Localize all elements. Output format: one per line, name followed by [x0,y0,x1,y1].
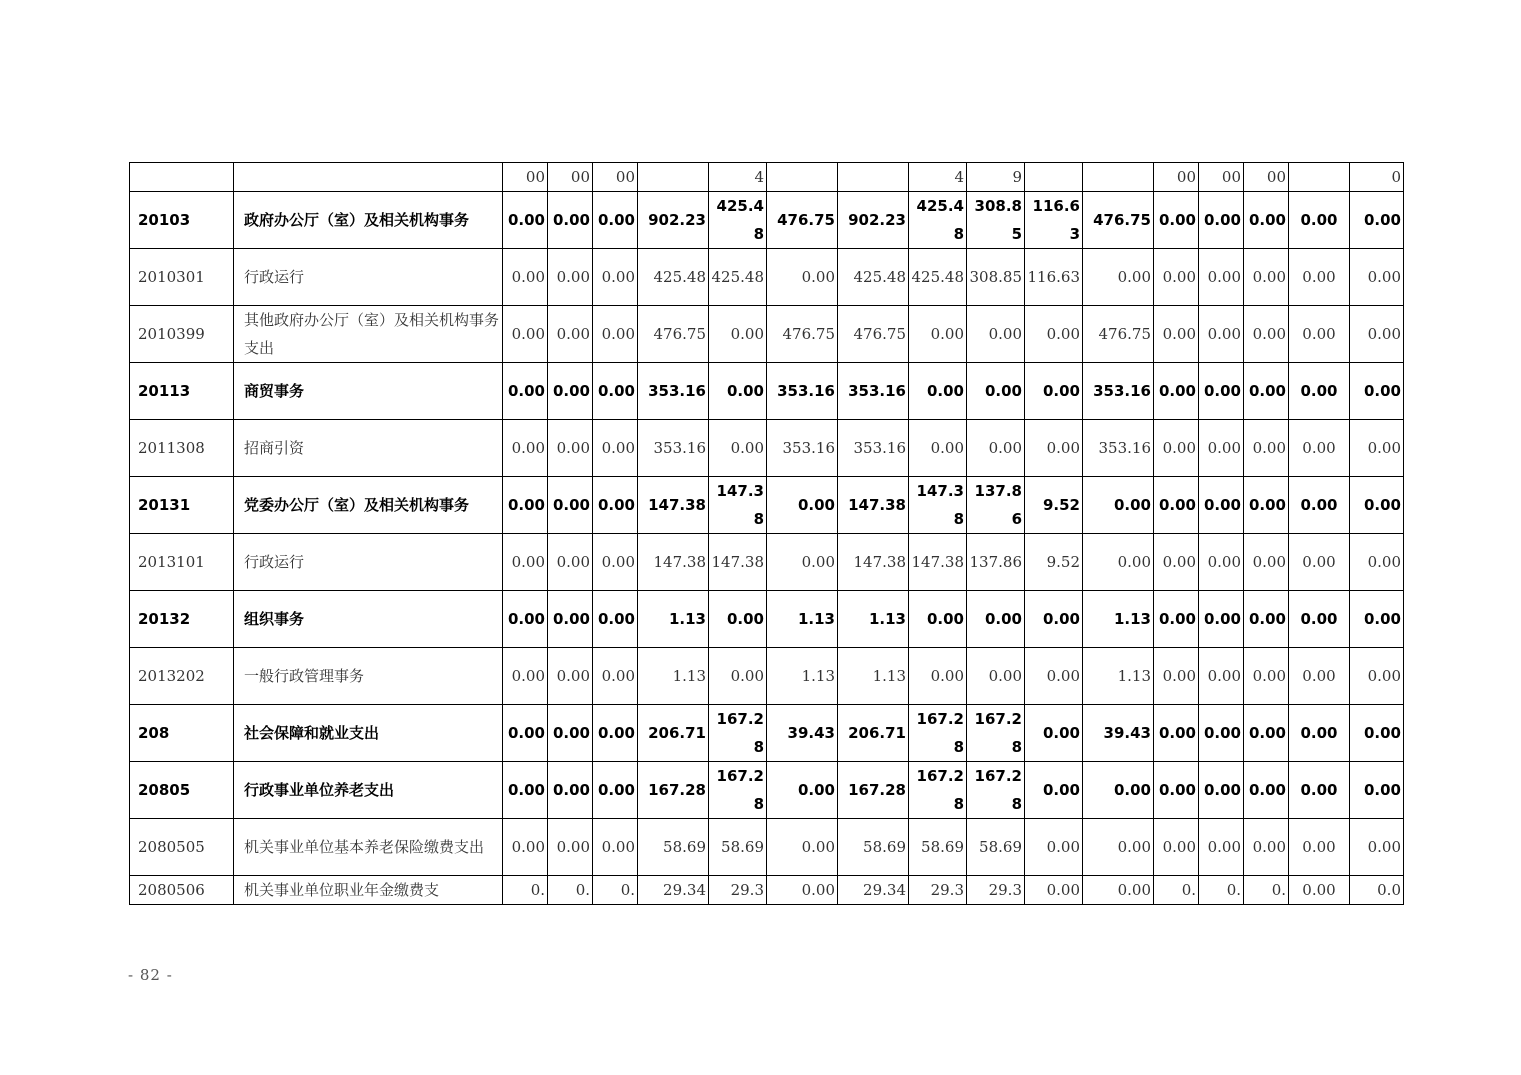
amount-cell: 0.00 [1154,306,1199,363]
amount-cell: 0.00 [548,534,593,591]
subject-code: 2010399 [130,306,234,363]
amount-cell [1289,163,1350,192]
amount-cell: 4 [709,163,767,192]
amount-cell: 0.00 [1154,705,1199,762]
amount-cell: 0.00 [1154,591,1199,648]
amount-cell: 476.75 [767,306,838,363]
amount-cell: 0. [1199,876,1244,905]
subject-name: 机关事业单位基本养老保险缴费支出 [234,819,503,876]
amount-cell: 0.00 [1289,249,1350,306]
amount-cell: 0.00 [1244,420,1289,477]
subject-code: 20113 [130,363,234,420]
amount-cell [1083,163,1154,192]
amount-cell: 0.00 [1083,876,1154,905]
amount-cell: 476.75 [1083,306,1154,363]
amount-cell: 9.52 [1025,534,1083,591]
amount-cell: 0.00 [503,534,548,591]
amount-cell: 425.48 [709,192,767,249]
subject-code: 2011308 [130,420,234,477]
amount-cell: 0.00 [1289,648,1350,705]
amount-cell: 0.00 [1350,534,1404,591]
amount-cell: 0.00 [1289,705,1350,762]
amount-cell: 0.00 [593,249,638,306]
page-number: - 82 - [128,966,173,984]
amount-cell: 0.00 [767,876,838,905]
amount-cell: 0.00 [709,306,767,363]
amount-cell: 0.00 [1289,591,1350,648]
table-row [130,648,1404,705]
amount-cell: 0.00 [593,705,638,762]
amount-cell: 0.00 [1199,705,1244,762]
budget-table [129,162,1404,905]
amount-cell: 0.00 [593,762,638,819]
amount-cell: 0.00 [593,306,638,363]
amount-cell: 147.38 [909,534,967,591]
subject-name: 行政运行 [234,249,503,306]
amount-cell: 0.00 [967,591,1025,648]
subject-name: 行政运行 [234,534,503,591]
amount-cell: 0.00 [1154,363,1199,420]
amount-cell: 167.28 [638,762,709,819]
amount-cell: 58.69 [638,819,709,876]
amount-cell: 0.00 [709,420,767,477]
amount-cell: 0.00 [548,762,593,819]
table-row [130,876,1404,905]
amount-cell: 0.00 [1199,363,1244,420]
amount-cell: 00 [593,163,638,192]
amount-cell: 0.00 [1289,534,1350,591]
amount-cell: 29.3 [709,876,767,905]
amount-cell: 0.00 [1244,249,1289,306]
amount-cell: 206.71 [838,705,909,762]
amount-cell: 0.00 [1199,591,1244,648]
amount-cell: 0.00 [1025,705,1083,762]
amount-cell: 476.75 [838,306,909,363]
amount-cell: 29.34 [638,876,709,905]
amount-cell: 1.13 [767,648,838,705]
amount-cell: 353.16 [1083,363,1154,420]
amount-cell: 147.38 [838,534,909,591]
amount-cell: 0.00 [593,591,638,648]
amount-cell: 0.00 [548,705,593,762]
amount-cell: 0. [1154,876,1199,905]
table-row [130,249,1404,306]
amount-cell: 0.00 [548,363,593,420]
amount-cell: 0.00 [709,591,767,648]
amount-cell: 308.85 [967,192,1025,249]
amount-cell: 147.38 [838,477,909,534]
amount-cell: 0.00 [1350,705,1404,762]
amount-cell: 0. [1244,876,1289,905]
amount-cell: 00 [1199,163,1244,192]
amount-cell: 29.3 [909,876,967,905]
subject-name: 商贸事务 [234,363,503,420]
amount-cell: 0.00 [1289,876,1350,905]
amount-cell: 0.00 [1154,648,1199,705]
amount-cell: 0.00 [503,306,548,363]
amount-cell [838,163,909,192]
amount-cell: 0.00 [1199,249,1244,306]
amount-cell: 353.16 [767,363,838,420]
amount-cell: 0.00 [1025,762,1083,819]
amount-cell: 0.00 [709,648,767,705]
table-row [130,477,1404,534]
amount-cell: 39.43 [767,705,838,762]
amount-cell: 0.00 [709,363,767,420]
amount-cell: 0.00 [503,363,548,420]
subject-code: 2080505 [130,819,234,876]
amount-cell: 4 [909,163,967,192]
amount-cell: 0.00 [909,591,967,648]
amount-cell: 0.00 [1083,762,1154,819]
amount-cell: 147.38 [709,534,767,591]
amount-cell: 0.00 [1244,819,1289,876]
amount-cell: 0.00 [503,249,548,306]
amount-cell: 1.13 [767,591,838,648]
subject-code: 208 [130,705,234,762]
amount-cell: 0.00 [548,306,593,363]
amount-cell: 0.00 [1154,819,1199,876]
table-row [130,819,1404,876]
amount-cell: 425.48 [709,249,767,306]
amount-cell: 0.00 [1199,192,1244,249]
amount-cell: 0.00 [1199,306,1244,363]
amount-cell: 00 [1154,163,1199,192]
amount-cell: 206.71 [638,705,709,762]
amount-cell: 0.00 [548,420,593,477]
amount-cell: 0. [593,876,638,905]
amount-cell: 0.00 [548,249,593,306]
amount-cell: 00 [503,163,548,192]
amount-cell: 0.00 [1025,420,1083,477]
amount-cell: 0.00 [1154,420,1199,477]
table-row [130,762,1404,819]
amount-cell: 0.00 [909,648,967,705]
amount-cell: 167.28 [838,762,909,819]
amount-cell: 167.28 [709,762,767,819]
amount-cell: 353.16 [1083,420,1154,477]
amount-cell [767,163,838,192]
amount-cell: 0.00 [503,762,548,819]
table-row [130,192,1404,249]
amount-cell: 00 [548,163,593,192]
amount-cell: 0.00 [1289,477,1350,534]
amount-cell: 0. [548,876,593,905]
amount-cell: 0.00 [1154,762,1199,819]
amount-cell: 0.00 [1350,192,1404,249]
amount-cell: 0.00 [1244,534,1289,591]
amount-cell: 0.00 [909,363,967,420]
table-row [130,420,1404,477]
subject-name: 招商引资 [234,420,503,477]
amount-cell: 0.00 [1350,591,1404,648]
amount-cell: 29.34 [838,876,909,905]
subject-code: 2013101 [130,534,234,591]
amount-cell [638,163,709,192]
subject-name: 机关事业单位职业年金缴费支 [234,876,503,905]
amount-cell: 0.00 [593,819,638,876]
table-row [130,591,1404,648]
amount-cell: 0.00 [548,477,593,534]
amount-cell: 0.00 [503,591,548,648]
amount-cell: 0.00 [503,705,548,762]
amount-cell: 0.00 [503,420,548,477]
amount-cell: 0.00 [767,249,838,306]
table-row [130,306,1404,363]
amount-cell: 29.3 [967,876,1025,905]
amount-cell: 0.00 [503,648,548,705]
amount-cell: 0.00 [1199,819,1244,876]
subject-name: 组织事务 [234,591,503,648]
subject-name: 其他政府办公厅（室）及相关机构事务支出 [234,306,503,363]
amount-cell: 0.00 [1350,819,1404,876]
amount-cell: 353.16 [638,420,709,477]
amount-cell: 147.38 [709,477,767,534]
amount-cell: 137.86 [967,477,1025,534]
amount-cell: 0.00 [1289,420,1350,477]
amount-cell: 58.69 [838,819,909,876]
amount-cell: 1.13 [638,648,709,705]
amount-cell: 0.00 [503,192,548,249]
amount-cell: 39.43 [1083,705,1154,762]
subject-name: 行政事业单位养老支出 [234,762,503,819]
amount-cell: 0.00 [1244,477,1289,534]
amount-cell: 0.00 [1244,363,1289,420]
amount-cell: 0.00 [1199,762,1244,819]
subject-code: 2010301 [130,249,234,306]
amount-cell: 0.00 [967,420,1025,477]
amount-cell: 9 [967,163,1025,192]
amount-cell: 0.00 [1199,420,1244,477]
amount-cell: 0.00 [1289,363,1350,420]
amount-cell: 0.00 [1350,648,1404,705]
subject-code [130,163,234,192]
amount-cell: 0.00 [593,534,638,591]
amount-cell: 0.00 [1025,819,1083,876]
subject-name: 政府办公厅（室）及相关机构事务 [234,192,503,249]
table-body [130,163,1404,905]
amount-cell: 0.00 [1350,306,1404,363]
amount-cell: 0.00 [909,306,967,363]
amount-cell: 0.00 [593,477,638,534]
amount-cell: 353.16 [838,363,909,420]
amount-cell: 0.00 [1244,306,1289,363]
subject-code: 20132 [130,591,234,648]
amount-cell: 0.00 [1025,306,1083,363]
amount-cell: 167.28 [967,762,1025,819]
amount-cell: 0 [1350,163,1404,192]
subject-name: 一般行政管理事务 [234,648,503,705]
amount-cell: 353.16 [767,420,838,477]
amount-cell: 0.00 [1244,192,1289,249]
subject-name [234,163,503,192]
amount-cell: 0.00 [593,420,638,477]
table-row [130,163,1404,192]
amount-cell: 0.00 [1199,648,1244,705]
amount-cell: 0.00 [909,420,967,477]
subject-code: 2080506 [130,876,234,905]
amount-cell: 0.00 [1154,249,1199,306]
amount-cell: 137.86 [967,534,1025,591]
amount-cell: 0.00 [1025,591,1083,648]
amount-cell: 0.00 [767,819,838,876]
amount-cell: 0. [503,876,548,905]
amount-cell: 116.63 [1025,249,1083,306]
amount-cell: 0.00 [767,762,838,819]
amount-cell: 425.48 [909,192,967,249]
amount-cell: 0.00 [1154,534,1199,591]
amount-cell: 0.00 [1199,477,1244,534]
amount-cell: 425.48 [909,249,967,306]
amount-cell: 0.00 [1289,762,1350,819]
amount-cell: 147.38 [909,477,967,534]
amount-cell: 0.00 [1350,762,1404,819]
amount-cell: 0.00 [593,648,638,705]
amount-cell: 167.28 [909,762,967,819]
amount-cell: 0.00 [548,591,593,648]
amount-cell: 0.00 [1244,591,1289,648]
amount-cell: 00 [1244,163,1289,192]
amount-cell: 353.16 [838,420,909,477]
amount-cell: 0.00 [1350,420,1404,477]
subject-code: 20805 [130,762,234,819]
amount-cell: 1.13 [838,648,909,705]
amount-cell: 0.00 [767,534,838,591]
amount-cell: 0.00 [1025,363,1083,420]
amount-cell: 476.75 [638,306,709,363]
amount-cell: 0.00 [548,819,593,876]
amount-cell: 0.00 [548,648,593,705]
amount-cell: 0.00 [1289,306,1350,363]
amount-cell: 147.38 [638,477,709,534]
amount-cell: 0.00 [593,363,638,420]
amount-cell: 0.00 [1289,192,1350,249]
subject-code: 2013202 [130,648,234,705]
subject-code: 20131 [130,477,234,534]
amount-cell: 308.85 [967,249,1025,306]
amount-cell: 0.00 [767,477,838,534]
amount-cell: 167.28 [967,705,1025,762]
amount-cell: 0.00 [503,819,548,876]
amount-cell: 0.00 [1350,363,1404,420]
amount-cell: 0.00 [503,477,548,534]
amount-cell: 1.13 [638,591,709,648]
amount-cell: 0.00 [967,648,1025,705]
amount-cell: 0.00 [1350,249,1404,306]
amount-cell: 0.00 [1154,192,1199,249]
amount-cell: 116.63 [1025,192,1083,249]
table-row [130,705,1404,762]
amount-cell: 0.00 [1244,705,1289,762]
amount-cell: 902.23 [638,192,709,249]
amount-cell: 0.00 [967,306,1025,363]
subject-name: 社会保障和就业支出 [234,705,503,762]
amount-cell: 1.13 [838,591,909,648]
amount-cell: 0.00 [1244,762,1289,819]
amount-cell: 0.00 [593,192,638,249]
amount-cell: 0.00 [1199,534,1244,591]
amount-cell: 0.0 [1350,876,1404,905]
amount-cell: 1.13 [1083,591,1154,648]
amount-cell: 0.00 [1289,819,1350,876]
amount-cell: 0.00 [1083,534,1154,591]
amount-cell: 0.00 [548,192,593,249]
amount-cell: 58.69 [967,819,1025,876]
amount-cell: 476.75 [1083,192,1154,249]
amount-cell: 425.48 [638,249,709,306]
amount-cell: 902.23 [838,192,909,249]
subject-code: 20103 [130,192,234,249]
amount-cell: 0.00 [1350,477,1404,534]
amount-cell: 0.00 [967,363,1025,420]
amount-cell: 1.13 [1083,648,1154,705]
amount-cell: 9.52 [1025,477,1083,534]
amount-cell: 147.38 [638,534,709,591]
amount-cell: 58.69 [909,819,967,876]
amount-cell: 425.48 [838,249,909,306]
table-row [130,363,1404,420]
subject-name: 党委办公厅（室）及相关机构事务 [234,477,503,534]
amount-cell: 167.28 [909,705,967,762]
amount-cell: 0.00 [1025,648,1083,705]
amount-cell: 353.16 [638,363,709,420]
amount-cell [1025,163,1083,192]
amount-cell: 0.00 [1154,477,1199,534]
amount-cell: 476.75 [767,192,838,249]
amount-cell: 0.00 [1083,477,1154,534]
amount-cell: 0.00 [1083,249,1154,306]
amount-cell: 0.00 [1025,876,1083,905]
amount-cell: 58.69 [709,819,767,876]
amount-cell: 167.28 [709,705,767,762]
amount-cell: 0.00 [1244,648,1289,705]
amount-cell: 0.00 [1083,819,1154,876]
table-row [130,534,1404,591]
